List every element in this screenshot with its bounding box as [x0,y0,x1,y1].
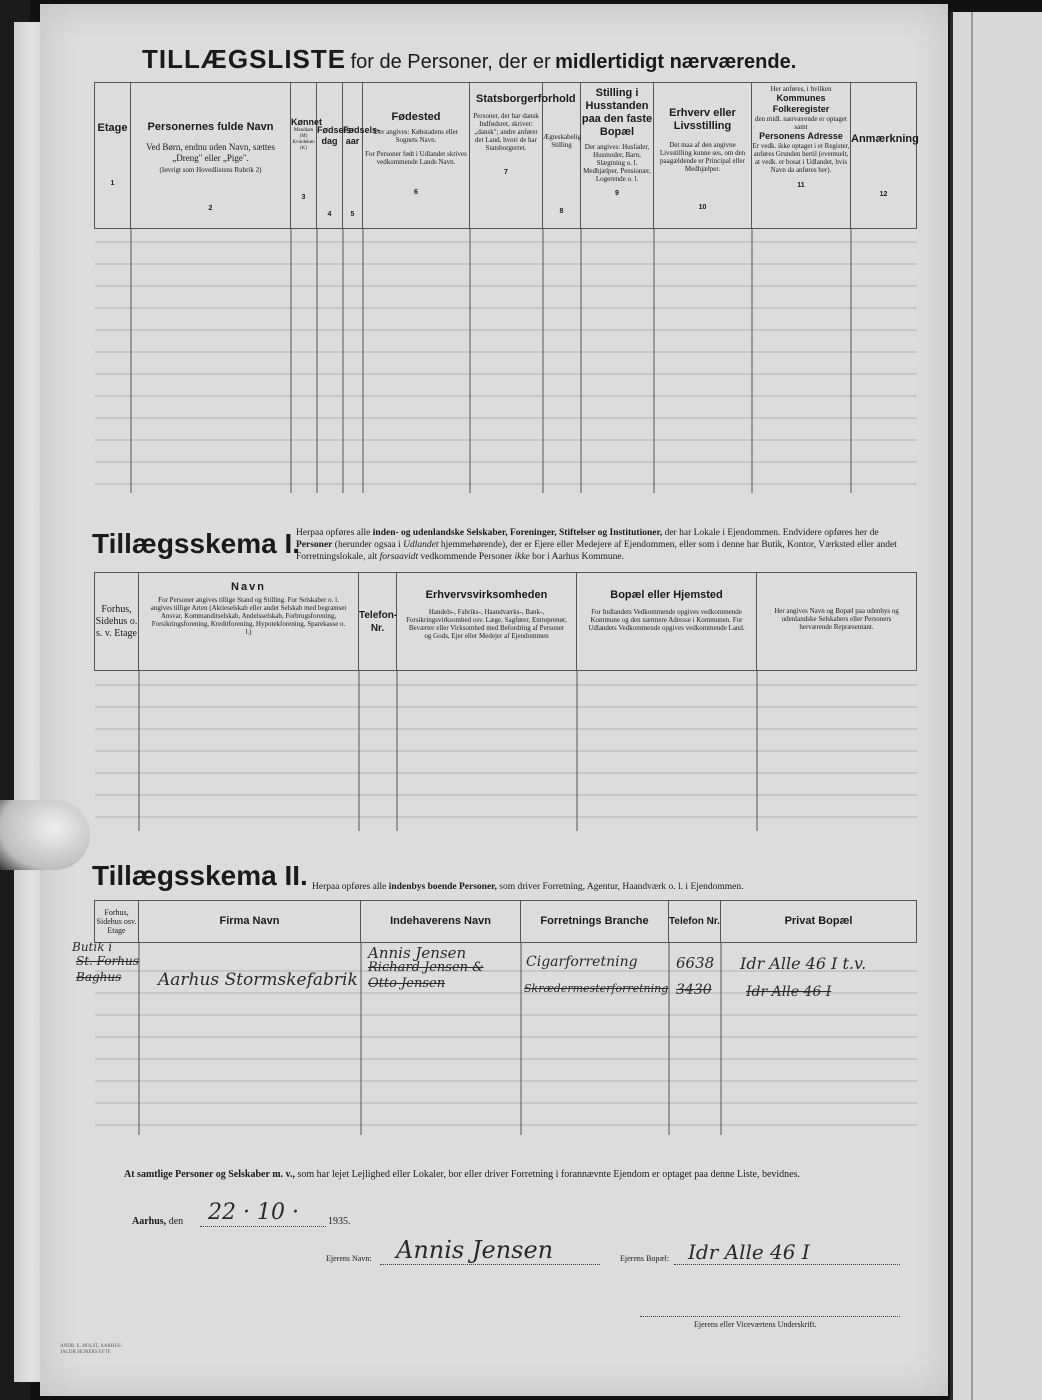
owner-name-label: Ejerens Navn: [326,1254,372,1263]
owner-bopael-line [674,1264,900,1265]
s2-col-bopael: Privat Bopæl [721,901,917,943]
thumb-holding-page [0,800,90,870]
hw-owner-2: Richard Jensen & [368,960,484,975]
list-body [95,229,917,494]
place: Aarhus, [132,1216,167,1227]
den-label: den [168,1216,184,1227]
list-body-grid [95,229,917,493]
skema2-header-row [95,901,917,943]
hw-owner-bopael: Idr Alle 46 I [688,1240,810,1264]
hw-etage-2: St. Forhus [76,954,139,968]
page-title [142,44,796,75]
right-page [950,12,1042,1400]
col-erhverv: Erhverv eller Livsstilling Det maa af den angivne Livsstilling kunne ses, om den paagældende er Principal eller Medhjælper. 10 [654,83,752,229]
title-main: TILLÆGSLISTE [142,44,347,74]
hw-owner-1: Annis Jensen [368,944,467,962]
skema1-body [95,671,917,832]
skema2-intro: Herpaa opføres alle indenbys boende Personer, som driver Forretning, Agentur, Haandværk o. l. i Ejendommen. [312,882,744,892]
col-fodested: Fødested Der angives: Købstadens eller Sognets Navn. For Personer født i Udlandet skrives vedkommende Lands Navn. 6 [363,83,470,229]
hw-tlf-1: 6638 [676,954,715,972]
col-folkeregister: Her anføres, i hvilken Kommunes Folkeregister den midl. nærværende er optaget samt Personens Adresse Er vedk. ikke optaget i et Register, anføres Grunden hertil (eventuelt, at vedk. er bosat i Udlandet, hvis Navn da anføres her). 11 [752,83,851,229]
s2-col-etage: Forhus, Sidehus osv. Etage [95,901,139,943]
skema1-intro: Herpaa opføres alle inden- og udenlandske Selskaber, Foreninger, Stiftelser og Institutioner, der har Lokale i Ejendommen. Endvidere opføres her de Personer (herunder ogsaa i Udlandet hjemmehørende), der er Ejere eller Medejere af Ejendommen, eller som i denne har Butik, Kontor, Værksted eller andet Forretningslokale, alt forsaavidt vedkommende Personer ikke bor i Aarhus Kommune. [296,528,897,562]
s1-col-navn: Navn For Personer angives tillige Stand og Stilling. For Selskaber o. l. angives tillige Arten (Aktieselskab eller andet Selskab med begrænset Ansvar, Kommanditselskab, Andelsselskab, Forbrugsforening, Forsikringsforening, Kreditforening, Hypotekforening, Sparekasse o. l.) [139,573,359,671]
skema1-header-row [95,573,917,671]
skema1-table [94,572,917,831]
s2-col-firma: Firma Navn [139,901,361,943]
hw-branche-2: Skrædermesterforretning [524,982,669,995]
printer-mark: ANDR. E. HOLST, AARHUS · JACOB SEJNERS EFTF. [60,1344,124,1355]
skema1-title: Tillægsskema I. [92,528,301,559]
main-list-table [94,82,917,493]
skema2-title: Tillægsskema II. [92,860,308,891]
hw-bopael-1: Idr Alle 46 I t.v. [740,954,867,973]
col-name: Personernes fulde Navn Ved Børn, endnu uden Navn, sættes „Dreng" eller „Pige". (Iøvrigt som Hovedlistens Rubrik 2) 2 [131,83,291,229]
hw-bopael-2: Idr Alle 46 I [746,984,832,1000]
col-statsborger: Statsborgerforhold Personer, der har dansk Indfødsret, skriver: „dansk"; andre anfører det Land, hvori de har Statsborgerret. 7 [470,83,543,229]
title-rest-a: for de Personer, der er [350,51,551,73]
hw-date: 22 · 10 · [208,1200,299,1225]
s1-col-bopael: Bopæl eller Hjemsted For Indlandets Vedkommende opgives vedkommende Kommune og den nærmere Adresse i Kommunen. For Udlandets Vedkommende opgives vedkommende Land. [577,573,757,671]
certify-text: At samtlige Personer og Selskaber m. v., som har lejet Lejlighed eller Lokaler, bor eller driver Forretning i forannævnte Ejendom er optaget paa denne Liste, bevidnes. [124,1169,800,1180]
col-fodselsaar: Fødsels-aar 5 [343,83,363,229]
col-stilling: Stilling i Husstanden paa den faste Bopæl Der angives: Husfader, Husmoder, Barn, Slægtning o. l. Medhjælper, Pensionær, Logerende o. l. 9 [581,83,654,229]
form-page [40,4,948,1396]
hw-branche-1: Cigarforretning [526,954,638,970]
col-etage: Etage 1 [95,83,131,229]
list-header-row [95,83,917,229]
col-kon: Kønnet Mandkøn (M) Kvindekøn (K) 3 [291,83,317,229]
skema1-body-grid [95,671,917,831]
hw-tlf-2: 3430 [676,982,712,998]
signature-line [640,1316,900,1317]
s1-col-erhverv: Erhvervsvirksomheden Handels-, Fabriks-, Haandværks-, Bank-, Forsikringsvirksomhed osv. Læge, Sagfører, Entreprenør, Beværter eller Virksomhed med Befordring af Personer og Gods, Ejer eller Medejer af Ejendommen [397,573,577,671]
col-aegteskab: Ægteskabelig Stilling 8 [543,83,581,229]
owner-bopael-label: Ejerens Bopæl: [620,1254,670,1263]
date-line [132,1216,183,1228]
hw-firma: Aarhus Stormskefabrik [158,970,358,990]
hw-etage-1: Butik i [72,940,113,954]
date-field-line [200,1226,326,1227]
s2-col-indehaver: Indehaverens Navn [361,901,521,943]
col-anmaerkning: Anmærkning 12 [851,83,917,229]
title-rest-b: midlertidigt nærværende. [555,51,797,73]
owner-name-line [380,1264,600,1265]
year: 1935. [328,1216,351,1227]
col-fodselsdag: Fødsels-dag 4 [317,83,343,229]
s1-col-etage: Forhus, Sidehus o. s. v. Etage [95,573,139,671]
hw-owner-signature: Annis Jensen [396,1236,554,1264]
s1-col-telefon: Telefon-Nr. [359,573,397,671]
hw-etage-3: Baghus [76,970,122,984]
s2-col-telefon: Telefon Nr. [669,901,721,943]
s1-col-repraesentant: Her angives Navn og Bopæl paa udenbys og udenlandske Selskabers eller Personers herværende Repræsentant. [757,573,917,671]
signature-label: Ejerens eller Viceværtens Underskrift. [694,1320,817,1329]
s2-col-branche: Forretnings Branche [521,901,669,943]
hw-owner-3: Otto Jensen [368,976,446,991]
skema2-table [94,900,917,1135]
